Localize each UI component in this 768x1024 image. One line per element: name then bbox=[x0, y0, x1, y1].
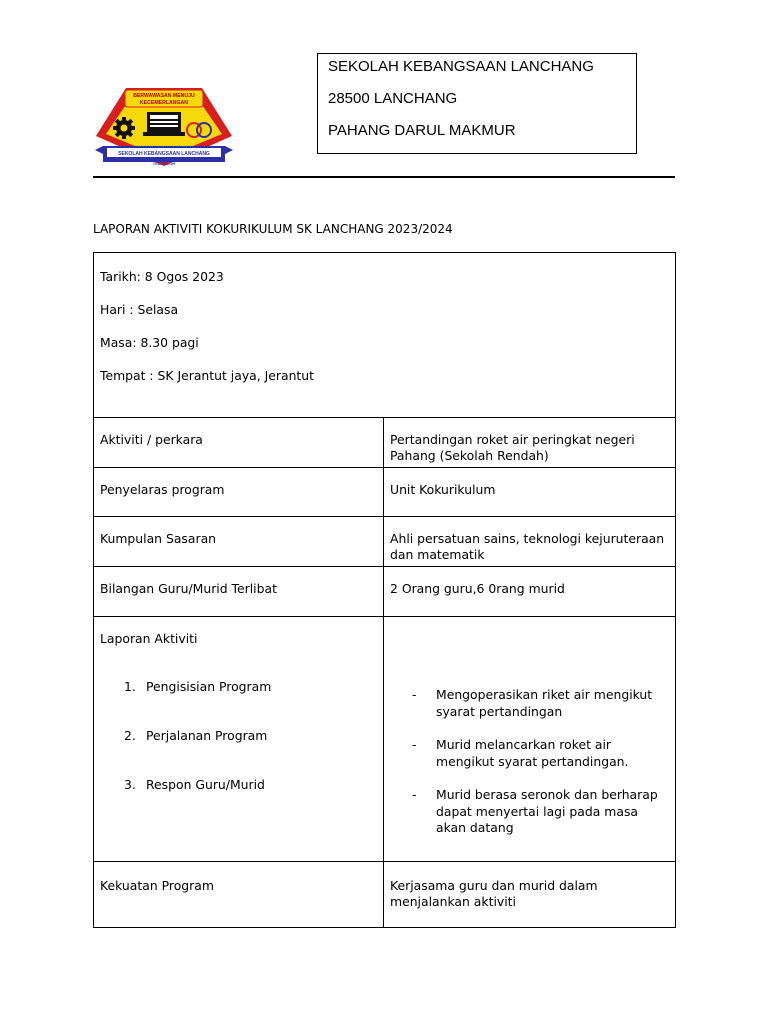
row-value-aktiviti: Pertandingan roket air peringkat negeri Pahang (Sekolah Rendah) bbox=[384, 418, 676, 468]
laporan-cell bbox=[94, 617, 384, 862]
row-label-sasaran: Kumpulan Sasaran bbox=[94, 517, 384, 567]
laporan-numbered-list bbox=[100, 679, 377, 826]
report-title: LAPORAN AKTIVITI KOKURIKULUM SK LANCHANG 2023/2024 bbox=[93, 222, 453, 236]
list-item-text: Perjalanan Program bbox=[146, 728, 268, 743]
table-row bbox=[94, 517, 676, 567]
detail-text: Murid melancarkan roket air mengikut syarat pertandingan. bbox=[436, 737, 629, 769]
list-item-text: Pengisisian Program bbox=[146, 679, 272, 694]
list-item-number: 1. bbox=[124, 679, 136, 694]
row-label-kekuatan: Kekuatan Program bbox=[94, 862, 384, 928]
svg-text:TEMERLOH: TEMERLOH bbox=[152, 161, 176, 166]
row-label-aktiviti: Aktiviti / perkara bbox=[94, 418, 384, 468]
info-tempat: Tempat : SK Jerantut jaya, Jerantut bbox=[100, 368, 315, 383]
row-value-sasaran: Ahli persatuan sains, teknologi kejuruteraan dan matematik bbox=[384, 517, 676, 567]
school-address-box bbox=[317, 53, 637, 154]
row-label-laporan: Laporan Aktiviti bbox=[100, 631, 198, 646]
svg-text:KECEMERLANGAN: KECEMERLANGAN bbox=[139, 100, 189, 106]
info-tarikh: Tarikh: 8 Ogos 2023 bbox=[100, 269, 224, 284]
bullet-dash: - bbox=[412, 737, 417, 752]
row-value-bilangan: 2 Orang guru,6 0rang murid bbox=[384, 567, 676, 617]
list-item bbox=[390, 737, 669, 770]
bullet-dash: - bbox=[412, 787, 417, 802]
list-item bbox=[390, 687, 669, 720]
svg-text:SEKOLAH KEBANGSAAN LANCHANG: SEKOLAH KEBANGSAAN LANCHANG bbox=[118, 151, 210, 157]
table-row bbox=[94, 468, 676, 517]
info-hari: Hari : Selasa bbox=[100, 302, 179, 317]
detail-text: Mengoperasikan riket air mengikut syarat pertandingan bbox=[436, 687, 653, 719]
list-item bbox=[100, 679, 377, 728]
school-logo bbox=[93, 84, 235, 172]
row-label-bilangan: Bilangan Guru/Murid Terlibat bbox=[94, 567, 384, 617]
gear-icon bbox=[113, 117, 135, 139]
row-value-penyelaras: Unit Kokurikulum bbox=[384, 468, 676, 517]
row-label-penyelaras: Penyelaras program bbox=[94, 468, 384, 517]
header-divider bbox=[93, 176, 675, 178]
list-item-number: 2. bbox=[124, 728, 136, 743]
bullet-dash: - bbox=[412, 687, 417, 702]
laporan-details-cell bbox=[384, 617, 676, 862]
book-icon bbox=[143, 112, 185, 136]
school-state: PAHANG DARUL MAKMUR bbox=[328, 122, 516, 139]
info-row bbox=[94, 253, 676, 418]
list-item bbox=[390, 787, 669, 837]
svg-text:BERWAWASAN MENUJU: BERWAWASAN MENUJU bbox=[133, 93, 195, 99]
list-item bbox=[100, 777, 377, 826]
report-table bbox=[93, 252, 676, 928]
table-row bbox=[94, 567, 676, 617]
table-row bbox=[94, 418, 676, 468]
table-row bbox=[94, 617, 676, 862]
table-row bbox=[94, 862, 676, 928]
school-name: SEKOLAH KEBANGSAAN LANCHANG bbox=[328, 58, 594, 75]
row-value-kekuatan: Kerjasama guru dan murid dalam menjalankan aktiviti bbox=[384, 862, 676, 928]
school-postcode-city: 28500 LANCHANG bbox=[328, 90, 458, 107]
info-masa: Masa: 8.30 pagi bbox=[100, 335, 199, 350]
detail-text: Murid berasa seronok dan berharap dapat menyertai lagi pada masa akan datang bbox=[436, 787, 658, 835]
list-item bbox=[100, 728, 377, 777]
list-item-number: 3. bbox=[124, 777, 136, 792]
list-item-text: Respon Guru/Murid bbox=[146, 777, 265, 792]
laporan-details-list bbox=[390, 687, 669, 837]
info-cell bbox=[94, 253, 676, 418]
